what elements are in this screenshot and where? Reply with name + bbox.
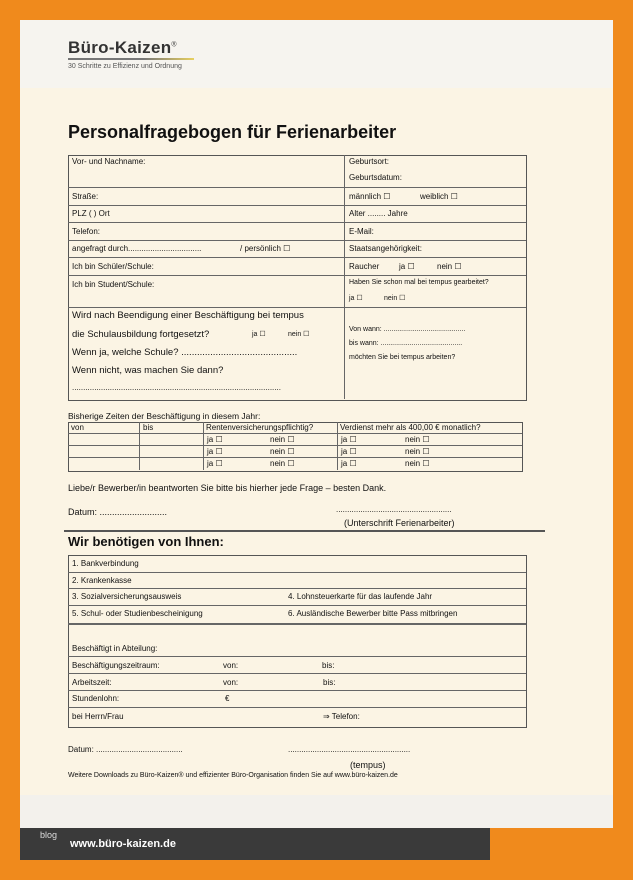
logo [68, 38, 177, 58]
row3-earn-no[interactable]: nein ☐ [405, 459, 430, 468]
header [20, 20, 613, 88]
row1-pension-no[interactable]: nein ☐ [270, 435, 295, 444]
email-field[interactable]: E-Mail: [349, 227, 374, 236]
col-pension: Rentenversicherungspflichtig? [206, 423, 314, 432]
phone-field[interactable]: Telefon: [72, 227, 101, 236]
downloads-note: Weitere Downloads zu Büro-Kaizen® und effizienter Büro-Organisation finden Sie auf www.büro-kaizen.de [68, 772, 398, 779]
row3-pension-yes[interactable]: ja ☐ [207, 459, 223, 468]
personal-checkbox[interactable]: / persönlich ☐ [240, 244, 291, 253]
which-school-field[interactable]: Wenn ja, welche Schule? ............................................ [72, 347, 298, 358]
tempus-label: (tempus) [350, 760, 386, 770]
need-insurance: 2. Krankenkasse [72, 576, 132, 585]
continue-yes[interactable]: ja ☐ [252, 331, 266, 338]
worked-before-yes[interactable]: ja ☐ [349, 295, 363, 302]
question-continue-2: die Schulausbildung fortgesetzt? [72, 329, 210, 340]
wage-field[interactable]: € [225, 694, 230, 703]
contact-person-field[interactable]: bei Herrn/Frau [72, 712, 124, 721]
need-school-cert: 5. Schul- oder Studienbescheinigung [72, 609, 203, 618]
need-bank: 1. Bankverbindung [72, 559, 139, 568]
period-label: Beschäftigungszeitraum: [72, 661, 160, 670]
birthdate-field[interactable]: Geburtsdatum: [349, 173, 402, 182]
student-field[interactable]: Ich bin Student/Schule: [72, 280, 155, 289]
page-title: Personalfragebogen für Ferienarbeiter [68, 122, 397, 142]
date-field[interactable]: Datum: ........................... [68, 507, 168, 517]
row2-pension-yes[interactable]: ja ☐ [207, 447, 223, 456]
row1-pension-yes[interactable]: ja ☐ [207, 435, 223, 444]
footer-accent [502, 828, 613, 860]
name-field[interactable]: Vor- und Nachname: [72, 157, 146, 166]
section-title: Wir benötigen von Ihnen: [68, 534, 224, 549]
until-when-field[interactable]: bis wann: .......................................... [349, 340, 463, 347]
row1-earn-no[interactable]: nein ☐ [405, 435, 430, 444]
otherwise-question: Wenn nicht, was machen Sie dann? [72, 365, 224, 376]
row2-pension-no[interactable]: nein ☐ [270, 447, 295, 456]
department-field[interactable]: Beschäftigt in Abteilung: [72, 644, 158, 653]
inquired-by-field[interactable]: angefragt durch................................. [72, 244, 202, 253]
date-field-2[interactable]: Datum: ....................................... [68, 745, 183, 754]
need-passport: 6. Ausländische Bewerber bitte Pass mitbringen [288, 609, 458, 618]
smoker-yes[interactable]: ja ☐ [399, 262, 415, 271]
row2-earn-no[interactable]: nein ☐ [405, 447, 430, 456]
question-continue: Wird nach Beendigung einer Beschäftigung bei tempus [72, 310, 304, 321]
male-checkbox[interactable]: männlich ☐ [349, 192, 391, 201]
note: Liebe/r Bewerber/in beantworten Sie bitte bis hierher jede Frage – besten Dank. [68, 483, 387, 493]
col-bis: bis [143, 423, 154, 432]
smoker-label: Raucher [349, 262, 380, 271]
continue-no[interactable]: nein ☐ [288, 331, 310, 338]
tempus-signature-line[interactable]: ....................................................... [288, 745, 411, 754]
row1-earn-yes[interactable]: ja ☐ [341, 435, 357, 444]
row3-pension-no[interactable]: nein ☐ [270, 459, 295, 468]
from-when-field[interactable]: Von wann: .......................................... [349, 326, 466, 333]
work-wish-label: möchten Sie bei tempus arbeiten? [349, 354, 456, 361]
row3-earn-yes[interactable]: ja ☐ [341, 459, 357, 468]
table-caption: Bisherige Zeiten der Beschäftigung in diesem Jahr: [68, 411, 261, 421]
hours-from[interactable]: von: [223, 678, 239, 687]
page-bottom-band [20, 795, 613, 828]
otherwise-field[interactable]: .............................................................................................. [72, 383, 281, 392]
age-field[interactable]: Alter ........ Jahre [349, 209, 408, 218]
logo-mark: ® [171, 41, 177, 49]
tagline: 30 Schritte zu Effizienz und Ordnung [68, 63, 182, 70]
row2-earn-yes[interactable]: ja ☐ [341, 447, 357, 456]
blog-label: blog [40, 830, 58, 840]
street-field[interactable]: Straße: [72, 192, 99, 201]
col-von: von [71, 423, 84, 432]
website-link[interactable]: www.büro-kaizen.de [70, 838, 176, 850]
need-social-security: 3. Sozialversicherungsausweis [72, 592, 182, 601]
requirements-form [68, 555, 527, 728]
worked-before-label: Haben Sie schon mal bei tempus gearbeitet? [349, 279, 489, 286]
wage-label: Stundenlohn: [72, 694, 120, 703]
logo-underline [68, 58, 194, 60]
logo-text: Büro-Kaizen [68, 38, 172, 57]
signature-line[interactable]: .................................................... [336, 505, 452, 514]
hours-label: Arbeitszeit: [72, 678, 112, 687]
female-checkbox[interactable]: weiblich ☐ [420, 192, 458, 201]
signature-label: (Unterschrift Ferienarbeiter) [344, 518, 455, 528]
worked-before-no[interactable]: nein ☐ [384, 295, 406, 302]
need-tax-card: 4. Lohnsteuerkarte für das laufende Jahr [288, 592, 433, 601]
col-earnings: Verdienst mehr als 400,00 € monatlich? [340, 423, 481, 432]
footer-bar [20, 828, 490, 860]
nationality-field[interactable]: Staatsangehörigkeit: [349, 244, 422, 253]
hours-to[interactable]: bis: [323, 678, 336, 687]
smoker-no[interactable]: nein ☐ [437, 262, 462, 271]
contact-phone-field[interactable]: ⇒ Telefon: [323, 712, 360, 721]
birthplace-field[interactable]: Geburtsort: [349, 157, 390, 166]
zip-city-field[interactable]: PLZ ( ) Ort [72, 209, 110, 218]
period-to[interactable]: bis: [322, 661, 335, 670]
period-from[interactable]: von: [223, 661, 239, 670]
pupil-field[interactable]: Ich bin Schüler/Schule: [72, 262, 154, 271]
